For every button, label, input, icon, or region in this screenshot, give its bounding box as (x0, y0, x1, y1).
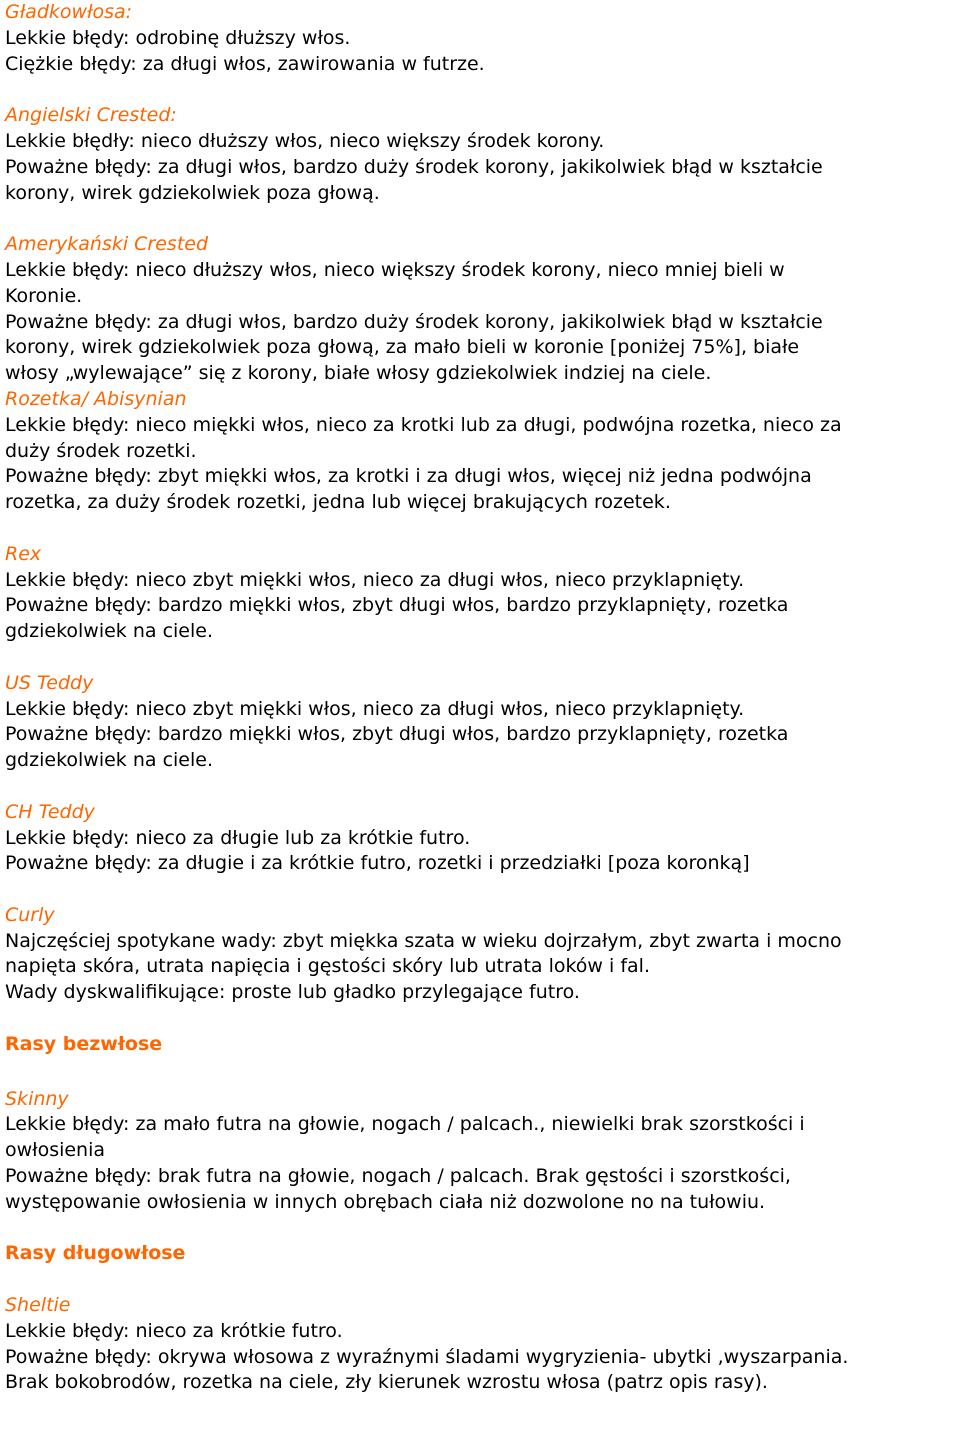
text-line: Poważne błędy: za długi włos, bardzo duży środek korony, jakikolwiek błąd w kształcie (5, 155, 823, 178)
spacer (5, 645, 960, 671)
section-heading-skinny: Skinny (5, 1087, 69, 1110)
text-line: Poważne błędy: okrywa włosowa z wyraźnymi śladami wygryzienia- ubytki ,wyszarpania. (5, 1345, 849, 1368)
text-line: korony, wirek gdziekolwiek poza głową. (5, 181, 380, 204)
text-line: rozetka, za duży środek rozetki, jedna lub więcej brakujących rozetek. (5, 491, 671, 514)
section-heading-ch-teddy: CH Teddy (5, 800, 95, 823)
text-line: Poważne błędy: za długi włos, bardzo duży środek korony, jakikolwiek błąd w kształcie (5, 310, 823, 333)
text-line: Poważne błędy: zbyt miękki włos, za krotki i za długi włos, więcej niż jedna podwójna (5, 465, 812, 488)
group-heading-longhair: Rasy długowłose (5, 1242, 186, 1265)
text-line: Najczęściej spotykane wady: zbyt miękka szata w wieku dojrzałym, zbyt zwarta i mocno (5, 929, 842, 952)
text-line: Lekkie błędy: nieco dłuższy włos, nieco większy środek korony, nieco mniej bieli w (5, 258, 785, 281)
text-line: Lekkie błędy: nieco miękki włos, nieco za krotki lub za długi, podwójna rozetka, nieco za (5, 413, 842, 436)
text-line: gdziekolwiek na ciele. (5, 749, 213, 772)
spacer (5, 1267, 960, 1293)
text-line: Lekkie błędły: nieco dłuższy włos, nieco większy środek korony. (5, 129, 605, 152)
section-heading-amerykanski-crested: Amerykański Crested (5, 233, 209, 256)
text-line: Ciężkie błędy: za długi włos, zawirowania w futrze. (5, 52, 485, 75)
text-line: Lekkie błędy: nieco zbyt miękki włos, nieco za długi włos, nieco przyklapnięty. (5, 697, 745, 720)
document-page (5, 0, 960, 1396)
spacer (5, 77, 960, 103)
spacer (5, 1006, 960, 1032)
section-heading-rex: Rex (5, 542, 42, 565)
text-line: włosy „wylewające” się z korony, białe włosy gdziekolwiek indziej na ciele. (5, 362, 712, 385)
text-line: duży środek rozetki. (5, 439, 197, 462)
text-line: Poważne błędy: za długie i za krótkie futro, rozetki i przedziałki [poza koronką] (5, 852, 750, 875)
spacer (5, 206, 960, 232)
text-line: napięta skóra, utrata napięcia i gęstości skóry lub utrata loków i fal. (5, 955, 650, 978)
text-line: Lekkie błędy: nieco zbyt miękki włos, nieco za długi włos, nieco przyklapnięty. (5, 568, 745, 591)
section-heading-curly: Curly (5, 903, 55, 926)
text-line: Poważne błędy: brak futra na głowie, nogach / palcach. Brak gęstości i szorstkości, (5, 1165, 791, 1188)
spacer (5, 774, 960, 800)
text-line: gdziekolwiek na ciele. (5, 620, 213, 643)
spacer (5, 1216, 960, 1242)
section-heading-sheltie: Sheltie (5, 1294, 71, 1317)
text-line: Lekkie błędy: za mało futra na głowie, nogach / palcach., niewielki brak szorstkości i (5, 1113, 805, 1136)
text-line: Poważne błędy: bardzo miękki włos, zbyt długi włos, bardzo przyklapnięty, rozetka (5, 594, 789, 617)
section-heading-us-teddy: US Teddy (5, 671, 94, 694)
spacer (5, 877, 960, 903)
section-heading-rozetka-abisynian: Rozetka/ Abisynian (5, 387, 187, 410)
section-heading-angielski-crested: Angielski Crested: (5, 104, 177, 127)
text-line: Wady dyskwalifikujące: proste lub gładko przylegające futro. (5, 981, 580, 1004)
text-line: Lekkie błędy: odrobinę dłuższy włos. (5, 26, 351, 49)
text-line: owłosienia (5, 1139, 106, 1162)
spacer (5, 1058, 960, 1087)
spacer (5, 516, 960, 542)
text-line: Lekkie błędy: nieco za długie lub za krótkie futro. (5, 826, 471, 849)
text-line: występowanie owłosienia w innych obrębach ciała niż dozwolone no na tułowiu. (5, 1190, 766, 1213)
group-heading-hairless: Rasy bezwłose (5, 1032, 163, 1055)
section-heading-gladkowlosa: Gładkowłosa: (5, 1, 133, 23)
text-line: Brak bokobrodów, rozetka na ciele, zły kierunek wzrostu włosa (patrz opis rasy). (5, 1371, 768, 1394)
text-line: korony, wirek gdziekolwiek poza głową, za mało bieli w koronie [poniżej 75%], białe (5, 336, 800, 359)
text-line: Lekkie błędy: nieco za krótkie futro. (5, 1319, 343, 1342)
text-line: Poważne błędy: bardzo miękki włos, zbyt długi włos, bardzo przyklapnięty, rozetka (5, 723, 789, 746)
text-line: Koronie. (5, 284, 83, 307)
